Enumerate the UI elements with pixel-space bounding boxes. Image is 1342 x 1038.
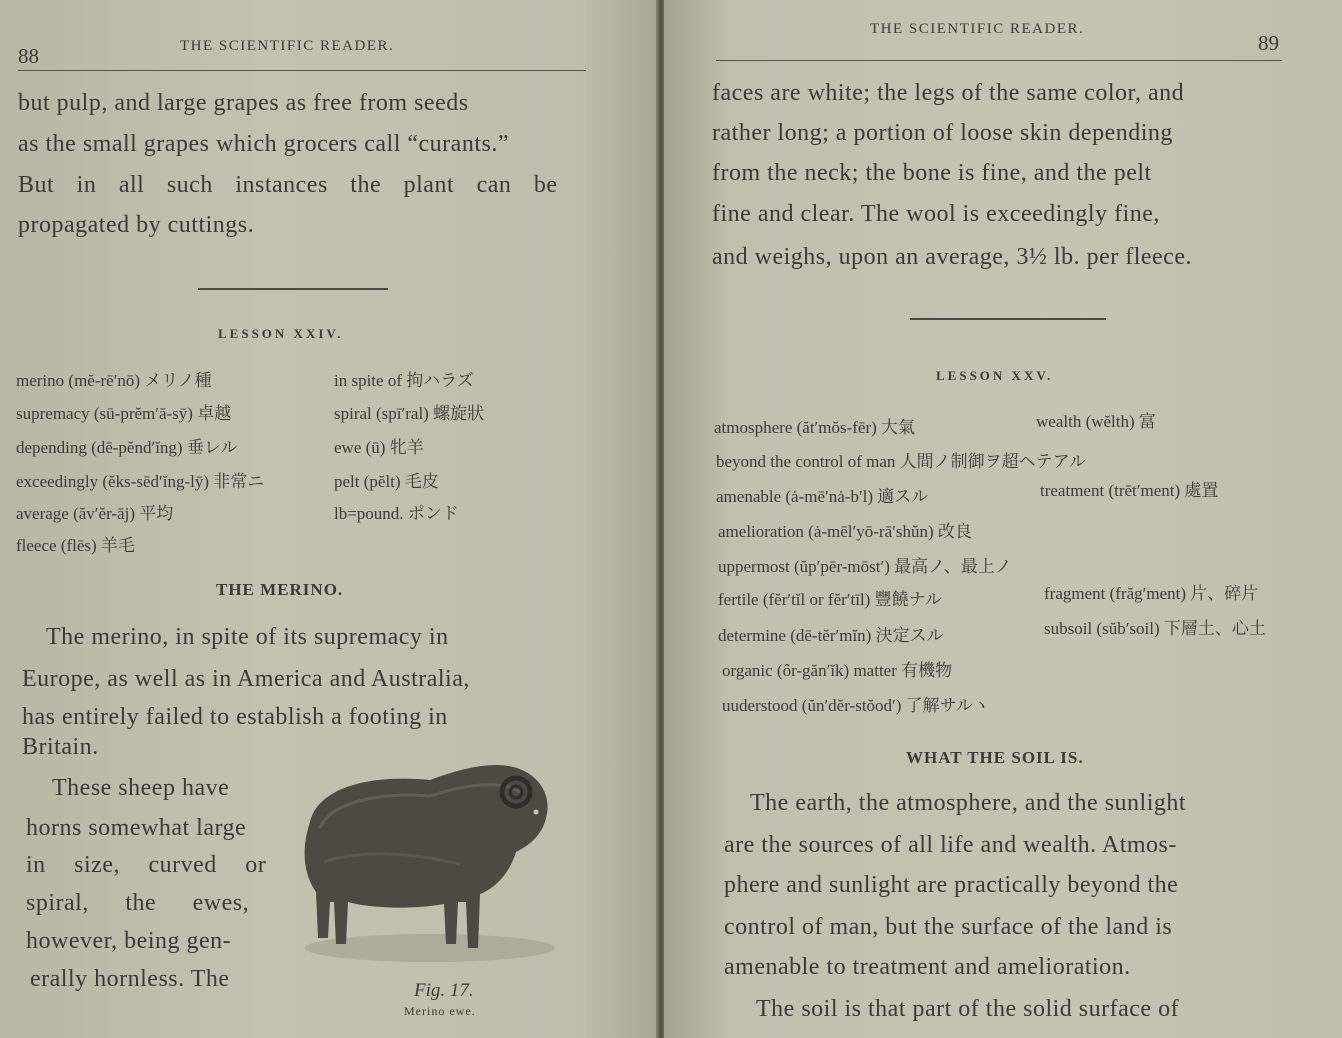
merino-ewe-illustration [290, 752, 570, 970]
running-head: THE SCIENTIFIC READER. [180, 38, 395, 54]
text-line: But in all such instances the plant can be [18, 172, 558, 198]
section-divider [910, 318, 1106, 320]
text-line: The soil is that part of the solid surface of [756, 996, 1180, 1022]
vocab-entry: merino (mĕ-rē′nō) メリノ種 [16, 371, 212, 390]
text-line: from the neck; the bone is fine, and the pelt [712, 160, 1152, 186]
vocab-entry: in spite of 拘ハラズ [334, 371, 474, 390]
section-title: WHAT THE SOIL IS. [906, 748, 1084, 767]
vocab-entry: uppermost (ŭp′pēr-mōst′) 最高ノ、最上ノ [718, 557, 1012, 576]
running-head: THE SCIENTIFIC READER. [870, 21, 1085, 37]
section-title: THE MERINO. [216, 580, 344, 599]
vocab-entry: lb=pound. ポンド [334, 504, 459, 523]
text-line: Europe, as well as in America and Australia, [22, 666, 470, 692]
vocab-entry: fragment (frăg′ment) 片、碎片 [1044, 584, 1259, 603]
vocab-entry: beyond the control of man 人間ノ制御ヲ超ヘテアル [716, 452, 1086, 471]
vocab-entry: depending (dē-pĕnd′ĭng) 垂レル [16, 438, 238, 457]
text-line: Britain. [22, 734, 99, 760]
vocab-entry: determine (dē-tĕr′mĭn) 決定スル [718, 626, 944, 645]
vocab-entry: uuderstood (ŭn′dĕr-stŏod′) 了解サルヽ [722, 696, 990, 715]
vocab-entry: amelioration (ȧ-mēl′yō-rā′shŭn) 改良 [718, 522, 972, 541]
text-line: The merino, in spite of its supremacy in [46, 624, 449, 650]
lesson-heading: LESSON XXIV. [218, 326, 344, 341]
text-line: These sheep have [52, 775, 230, 801]
text-line: horns somewhat large [26, 815, 247, 841]
text-line: spiral, the ewes, [26, 890, 250, 916]
page-number: 89 [1258, 31, 1279, 55]
text-line: but pulp, and large grapes as free from seeds [18, 90, 469, 116]
text-line: are the sources of all life and wealth. Atmos- [724, 832, 1177, 858]
page-number: 88 [18, 44, 39, 68]
vocab-entry: fleece (flēs) 羊毛 [16, 536, 135, 555]
vocab-entry: average (ăv′ĕr-āj) 平均 [16, 504, 174, 523]
vocab-entry: organic (ôr-găn′ĭk) matter 有機物 [722, 661, 953, 680]
header-rule [716, 60, 1282, 61]
text-line: rather long; a portion of loose skin depending [712, 120, 1173, 146]
figure-label: Fig. 17. [414, 980, 474, 1001]
vocab-entry: subsoil (sŭb′soil) 下層土、心土 [1044, 619, 1266, 638]
figure-caption: Merino ewe. [404, 1004, 476, 1018]
section-divider [198, 288, 388, 290]
vocab-entry: exceedingly (ĕks-sēd′ĭng-lȳ) 非常ニ [16, 472, 265, 491]
vocab-entry: pelt (pĕlt) 毛皮 [334, 472, 439, 491]
right-page [664, 0, 1342, 1038]
text-line: erally hornless. The [30, 966, 230, 992]
text-line: control of man, but the surface of the land is [724, 914, 1173, 940]
text-line: propagated by cuttings. [18, 212, 255, 238]
vocab-entry: supremacy (sū-prĕm′ā-sȳ) 卓越 [16, 404, 232, 423]
left-page [0, 0, 658, 1038]
text-line: amenable to treatment and amelioration. [724, 954, 1131, 980]
vocab-entry: amenable (ȧ-mē′nȧ-b′l) 適スル [716, 487, 929, 506]
vocab-entry: ewe (ū) 牝羊 [334, 438, 424, 457]
text-line: fine and clear. The wool is exceedingly fine, [712, 201, 1160, 227]
text-line: The earth, the atmosphere, and the sunlight [750, 790, 1187, 816]
text-line: however, being gen- [26, 928, 232, 954]
text-line: in size, curved or [26, 852, 267, 878]
text-line: has entirely failed to establish a footing in [22, 704, 448, 730]
text-line: and weighs, upon an average, 3½ lb. per fleece. [712, 244, 1192, 270]
header-rule [18, 70, 586, 71]
vocab-entry: atmosphere (ăt′mŏs-fēr) 大氣 [714, 418, 916, 437]
text-line: as the small grapes which grocers call “curants.” [18, 131, 509, 157]
vocab-entry: spiral (spī′ral) 螺旋狀 [334, 404, 485, 423]
vocab-entry: treatment (trēt′ment) 處置 [1040, 481, 1219, 500]
lesson-heading: LESSON XXV. [936, 368, 1054, 383]
text-line: faces are white; the legs of the same color, and [712, 80, 1185, 106]
text-line: phere and sunlight are practically beyond the [724, 872, 1179, 898]
vocab-entry: wealth (wĕlth) 富 [1036, 412, 1156, 431]
vocab-entry: fertile (fĕr′tĭl or fĕr′tīl) 豐饒ナル [718, 590, 942, 609]
